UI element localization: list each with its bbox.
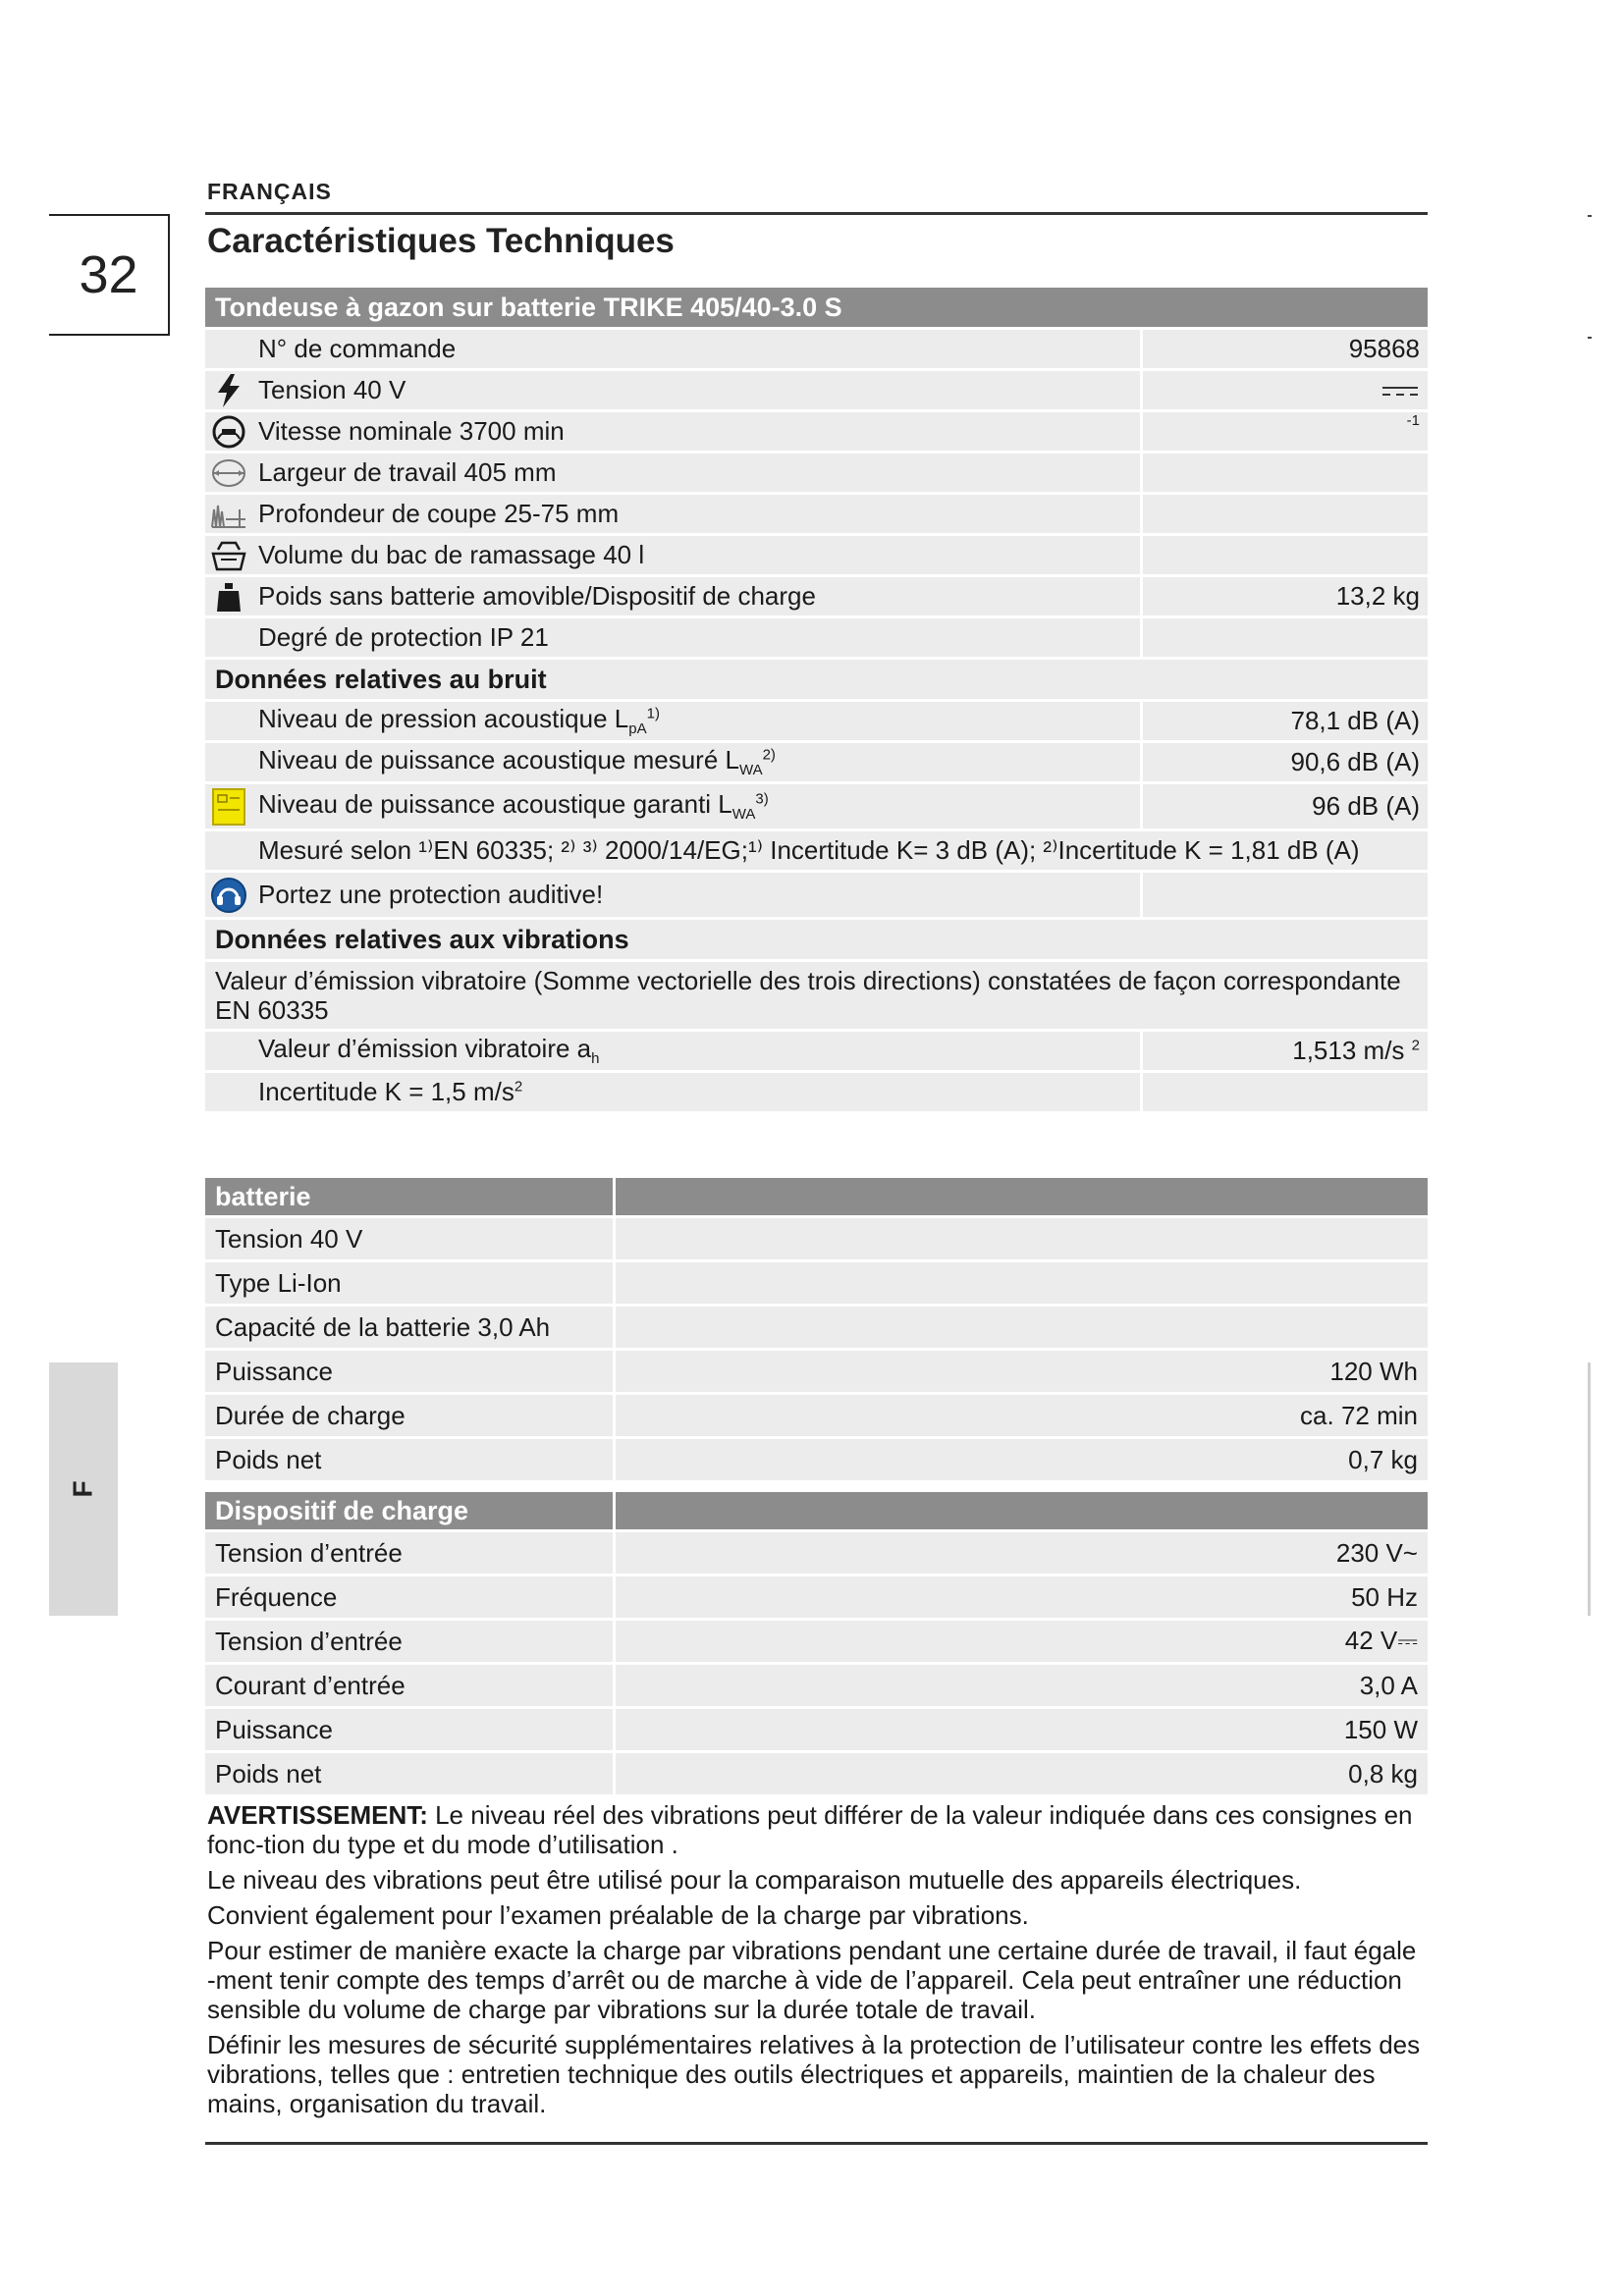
charger-table-header <box>205 1492 1428 1532</box>
vibration-uncertainty-value <box>1143 1073 1428 1114</box>
speed-gauge-icon <box>205 412 252 454</box>
mower-header-label: Tondeuse à gazon sur batterie TRIKE 405/40-3.0 S <box>205 288 1428 330</box>
battery-header-label: batterie <box>205 1178 616 1218</box>
battery-row-value <box>616 1218 1428 1262</box>
side-tab-label: F <box>67 1480 98 1498</box>
charger-row <box>205 1709 1428 1753</box>
blank-icon <box>205 330 252 371</box>
spec-row <box>205 371 1428 412</box>
margin-line <box>1588 1362 1591 1616</box>
vibration-value <box>1143 1032 1428 1073</box>
vibration-section-header <box>205 920 1428 962</box>
battery-row-value: 120 Wh <box>616 1351 1428 1395</box>
ear-protection-icon <box>205 873 252 920</box>
charger-header-blank <box>616 1492 1428 1532</box>
width-label: Largeur de travail 405 mm <box>252 454 1143 495</box>
vibration-description-row <box>205 962 1428 1032</box>
charger-row-value: 3,0 A <box>616 1665 1428 1709</box>
blank-icon <box>205 702 252 743</box>
sound-power-measured-value: 90,6 dB (A) <box>1143 743 1428 784</box>
charger-row-label: Tension d’entrée <box>205 1621 616 1665</box>
battery-row <box>205 1262 1428 1307</box>
battery-row <box>205 1439 1428 1483</box>
battery-row-label: Tension 40 V <box>205 1218 616 1262</box>
vibration-uncertainty-exponent: 2 <box>514 1078 523 1095</box>
cutting-width-icon <box>205 454 252 495</box>
sound-pressure-sub: pA <box>628 721 647 738</box>
speed-label: Vitesse nominale 3700 min <box>252 412 1143 454</box>
battery-header-blank <box>616 1178 1428 1218</box>
spec-row <box>205 577 1428 618</box>
measurement-row <box>205 831 1428 873</box>
battery-row-label: Type Li-Ion <box>205 1262 616 1307</box>
weight-value: 13,2 kg <box>1143 577 1428 618</box>
charger-row-value: 42 V⎓ <box>616 1621 1428 1665</box>
sound-power-measured-label <box>252 743 1143 784</box>
warning-text: Le niveau réel des vibrations peut différer de la valeur indiquée dans ces consignes en fonc-tion du type et du mode d’utilisation . <box>207 1800 1413 1859</box>
warning-notes <box>207 1800 1425 2124</box>
note-comparison: Le niveau des vibrations peut être utilisé pour la comparaison mutuelle des appareils électriques. <box>207 1865 1302 1895</box>
charger-row <box>205 1532 1428 1576</box>
grass-box-icon <box>205 536 252 577</box>
dc-symbol <box>1143 371 1428 412</box>
noise-section-header <box>205 660 1428 702</box>
margin-tick <box>1588 337 1592 339</box>
charger-row <box>205 1665 1428 1709</box>
vibration-description: Valeur d’émission vibratoire (Somme vectorielle des trois directions) constatées de façon correspondante EN 60335 <box>205 962 1428 1032</box>
charger-header-label: Dispositif de charge <box>205 1492 616 1532</box>
hearing-protection-value <box>1143 873 1428 920</box>
note-estimation: Pour estimer de manière exacte la charge par vibrations pendant une certaine durée de travail, il faut égale -ment tenir compte des temps d’arrêt ou de marche à vide de l’appareil. Cela peut entraîner une réduction sensible du volume de charge par vibrations sur la durée totale de travail. <box>207 1936 1417 2024</box>
hearing-row <box>205 873 1428 920</box>
battery-row-label: Durée de charge <box>205 1395 616 1439</box>
blank-icon <box>205 1073 252 1114</box>
measured-per-text: Mesuré selon ¹⁾EN 60335; ²⁾ ³⁾ 2000/14/EG;¹⁾ Incertitude K= 3 dB (A); ²⁾Incertitude K = 1,81 dB (A) <box>252 831 1428 873</box>
charger-row-label: Fréquence <box>205 1576 616 1621</box>
charger-row-value: 150 W <box>616 1709 1428 1753</box>
battery-row <box>205 1218 1428 1262</box>
blank-icon <box>205 743 252 784</box>
top-rule <box>205 212 1428 215</box>
weight-label: Poids sans batterie amovible/Dispositif de charge <box>252 577 1143 618</box>
note-safety-measures: Définir les mesures de sécurité supplémentaires relatives à la protection de l’utilisateur contre les effets des vibrations, telles que : entretien technique des outils électriques et appareils, maintien de la chaleur des mains, organisation du travail. <box>207 2030 1421 2118</box>
vibration-row <box>205 1032 1428 1073</box>
vibration-uncertainty-label <box>252 1073 1143 1114</box>
noise-row <box>205 702 1428 743</box>
sound-power-measured-sub: WA <box>738 762 763 779</box>
page-number: 32 <box>49 214 170 336</box>
spec-row <box>205 536 1428 577</box>
battery-row-label: Puissance <box>205 1351 616 1395</box>
cutting-height-icon <box>205 495 252 536</box>
battery-row-value: 0,7 kg <box>616 1439 1428 1483</box>
language-label: FRANÇAIS <box>207 179 332 204</box>
spec-row <box>205 412 1428 454</box>
sound-power-guaranteed-text: Niveau de puissance acoustique garanti L <box>258 789 732 820</box>
sound-power-guaranteed-label <box>252 784 1143 831</box>
order-number-label: N° de commande <box>252 330 1143 371</box>
width-value <box>1143 454 1428 495</box>
noise-row <box>205 784 1428 831</box>
noise-row <box>205 743 1428 784</box>
mower-spec-table <box>205 288 1428 1114</box>
battery-row <box>205 1351 1428 1395</box>
voltage-label: Tension 40 V <box>252 371 1143 412</box>
height-label: Profondeur de coupe 25-75 mm <box>252 495 1143 536</box>
ip-label: Degré de protection IP 21 <box>252 618 1143 660</box>
blank-icon <box>205 618 252 660</box>
battery-row <box>205 1307 1428 1351</box>
battery-row-label: Poids net <box>205 1439 616 1483</box>
blank-icon <box>205 831 252 873</box>
vibration-value-exponent: 2 <box>1411 1037 1420 1054</box>
sound-power-measured-footnote: 2) <box>762 746 776 764</box>
charger-row-value: 0,8 kg <box>616 1753 1428 1797</box>
sound-power-guaranteed-sub: WA <box>731 806 756 824</box>
warning-paragraph <box>207 1800 1425 1859</box>
sound-pressure-value: 78,1 dB (A) <box>1143 702 1428 743</box>
vibration-row <box>205 1073 1428 1114</box>
sound-power-measured-text: Niveau de puissance acoustique mesuré L <box>258 745 739 775</box>
grass-box-label: Volume du bac de ramassage 40 l <box>252 536 1143 577</box>
charger-row-label: Courant d’entrée <box>205 1665 616 1709</box>
sound-pressure-text: Niveau de pression acoustique L <box>258 704 629 734</box>
weight-icon <box>205 577 252 618</box>
warning-label: AVERTISSEMENT: <box>207 1800 428 1830</box>
height-value <box>1143 495 1428 536</box>
blank-icon <box>205 1032 252 1073</box>
noise-header-label: Données relatives au bruit <box>205 660 1428 702</box>
spec-row <box>205 618 1428 660</box>
vibration-value-label <box>252 1032 1143 1073</box>
charger-row-value: 50 Hz <box>616 1576 1428 1621</box>
battery-row-value <box>616 1262 1428 1307</box>
lightning-icon <box>205 371 252 412</box>
language-side-tab <box>49 1362 118 1616</box>
sound-pressure-label <box>252 702 1143 743</box>
hearing-protection-label: Portez une protection auditive! <box>252 873 1143 920</box>
page-title: Caractéristiques Techniques <box>207 222 675 260</box>
battery-row-value: ca. 72 min <box>616 1395 1428 1439</box>
vibration-value-number: 1,513 m/s <box>1292 1036 1405 1065</box>
ip-value <box>1143 618 1428 660</box>
charger-row-label: Puissance <box>205 1709 616 1753</box>
spec-row <box>205 330 1428 371</box>
spec-row <box>205 454 1428 495</box>
bottom-rule <box>205 2142 1428 2145</box>
charger-row <box>205 1576 1428 1621</box>
margin-tick <box>1588 215 1592 217</box>
sound-power-guaranteed-footnote: 3) <box>755 790 769 808</box>
charger-table <box>205 1492 1428 1797</box>
vibration-header-label: Données relatives aux vibrations <box>205 920 1428 962</box>
sound-power-guaranteed-value: 96 dB (A) <box>1143 784 1428 831</box>
battery-table-header <box>205 1178 1428 1218</box>
mower-table-header <box>205 288 1428 330</box>
charger-row <box>205 1753 1428 1797</box>
charger-row-label: Tension d’entrée <box>205 1532 616 1576</box>
grass-box-value <box>1143 536 1428 577</box>
battery-row-label: Capacité de la batterie 3,0 Ah <box>205 1307 616 1351</box>
battery-row <box>205 1395 1428 1439</box>
vibration-value-text: Valeur d’émission vibratoire a <box>258 1034 592 1064</box>
charger-row-label: Poids net <box>205 1753 616 1797</box>
order-number-value: 95868 <box>1143 330 1428 371</box>
vibration-value-sub: h <box>591 1050 600 1068</box>
vibration-uncertainty-text: Incertitude K = 1,5 m/s <box>258 1077 514 1106</box>
battery-row-value <box>616 1307 1428 1351</box>
spec-row <box>205 495 1428 536</box>
speed-unit-exponent: -1 <box>1143 412 1428 454</box>
battery-table <box>205 1178 1428 1483</box>
charger-row <box>205 1621 1428 1665</box>
charger-row-value: 230 V~ <box>616 1532 1428 1576</box>
note-preliminary: Convient également pour l’examen préalable de la charge par vibrations. <box>207 1900 1029 1930</box>
sound-pressure-footnote: 1) <box>646 705 660 722</box>
noise-label-icon <box>205 784 252 831</box>
